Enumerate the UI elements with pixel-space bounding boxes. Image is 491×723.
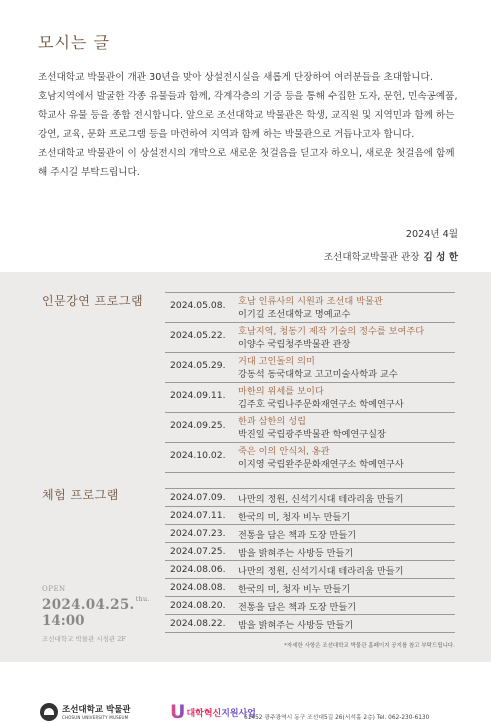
lecture-speaker: 박진일 국립광주박물관 학예연구실장 [238,429,386,440]
experience-title: 나만의 정원, 신석기시대 테라리움 만들기 [238,565,404,577]
experience-row [165,597,455,615]
lecture-speaker: 강동석 동국대학교 고고미술사학과 교수 [238,369,398,380]
lecture-date: 2024.05.08. [170,300,226,311]
museum-logo [40,703,131,721]
experience-row [165,615,455,633]
museum-name-ko: 조선대학교 박물관 [62,704,131,715]
lecture-title: 호남 인류사의 시원과 조선대 박물관 [238,296,383,307]
open-date [42,595,150,613]
lecture-speaker: 이기길 조선대학교 명예교수 [238,309,351,320]
program-u-icon: U [170,701,186,723]
lecture-title: 호남지역, 청동기 제작 기술의 정수를 보여주다 [238,326,425,337]
lecture-speaker: 김주호 국립나주문화재연구소 학예연구사 [238,399,404,410]
experience-row [165,489,455,507]
lecture-date: 2024.09.25. [170,420,226,431]
experience-date: 2024.07.23. [170,528,226,539]
lecture-title: 죽은 이의 안식처, 옹관 [238,446,330,457]
lecture-date: 2024.05.29. [170,360,226,371]
museum-emblem-icon [40,703,58,721]
signer-name: 김 성 한 [423,252,458,263]
lecture-row [165,383,455,413]
program-name-a: 대학혁신 [186,708,222,719]
experience-date: 2024.08.20. [170,600,226,611]
experience-title: 전통을 담은 책과 도장 만들기 [238,601,357,613]
greeting-letter [38,68,458,182]
open-date-value: 2024.04.25. [42,597,135,613]
experience-title: 나만의 정원, 신석기시대 테라리움 만들기 [238,493,404,505]
experience-title: 밤을 밝혀주는 사방등 만들기 [238,619,354,631]
open-weekday: thu. [135,595,150,603]
experience-date: 2024.07.09. [170,492,226,503]
program-panel [0,272,491,662]
lecture-date: 2024.09.11. [170,390,226,401]
experience-title: 밤을 밝혀주는 사방등 만들기 [238,547,354,559]
experience-date: 2024.08.08. [170,582,226,593]
letter-paragraph: 조선대학교 박물관이 이 상설전시의 개막으로 새로운 첫걸음을 딛고자 하오니, 새로운 첫걸음에 함께 해 주시길 부탁드립니다. [38,148,455,178]
open-time: 14:00 [42,613,85,629]
experience-row [165,561,455,579]
experience-table [165,488,455,633]
greeting-section [0,0,491,270]
letter-paragraph: 조선대학교 박물관이 개관 30년을 맞아 상설전시실을 새롭게 단장하여 여러분들을 초대합니다. [38,72,433,83]
experience-row [165,525,455,543]
lecture-row [165,413,455,443]
museum-name-en: CHOSUN UNIVERSITY MUSEUM [62,714,129,720]
lecture-date: 2024.05.22. [170,330,226,341]
greeting-title: 모시는 글 [38,33,110,52]
experience-date: 2024.07.11. [170,510,226,521]
experience-date: 2024.08.06. [170,564,226,575]
lecture-title: 거대 고인돌의 의미 [238,356,315,367]
lecture-section-label: 인문강연 프로그램 [42,294,144,308]
letter-signer [324,249,458,263]
experience-row [165,579,455,597]
lecture-table [165,292,455,473]
experience-date: 2024.08.22. [170,618,226,629]
lecture-speaker: 이지영 국립완주문화재연구소 학예연구사 [238,459,404,470]
lecture-title: 한과 삼한의 성립 [238,416,306,427]
lecture-title: 마한의 위세를 보이다 [238,386,324,397]
experience-title: 한국의 미, 청자 비누 만들기 [238,583,351,595]
experience-title: 한국의 미, 청자 비누 만들기 [238,511,351,523]
experience-section-label: 체험 프로그램 [42,488,119,502]
lecture-row [165,353,455,383]
open-label: OPEN [42,585,66,593]
experience-row [165,507,455,525]
lecture-row [165,443,455,473]
experience-date: 2024.07.25. [170,546,226,557]
program-name-b: 지원사업 [221,708,256,719]
lecture-date: 2024.10.02. [170,450,226,461]
open-place: 조선대학교 박물관 시청관 2F [42,635,126,643]
signer-title: 조선대학교박물관 관장 [323,252,420,263]
lecture-row [165,323,455,353]
footer-address: 61452 광주광역시 동구 조선대5길 26(서석홀 2층) Tel. 062-230-6130 [244,715,430,721]
lecture-row [165,293,455,323]
experience-note: *자세한 사항은 조선대학교 박물관 홈페이지 공지를 참고 부탁드립니다. [284,643,455,649]
experience-row [165,543,455,561]
lecture-speaker: 이양수 국립청주박물관 관장 [238,339,351,350]
experience-title: 전통을 담은 책과 도장 만들기 [238,529,357,541]
letter-paragraph: 호남지역에서 발굴한 각종 유물들과 함께, 각계각층의 기증 등을 통해 수집한 도자, 문헌, 민속공예품, 학교사 유물 등을 종합 전시합니다. 앞으로 조선대학교 박물관은 학생, 교직원 및 지역민과 함께 하는 강연, 교육, 문화 프로그램 등을 마련하여 지역과 함께 하는 박물관으로 거듭나고자 합니다. [38,91,458,140]
letter-date: 2024년 4월 [405,229,458,240]
